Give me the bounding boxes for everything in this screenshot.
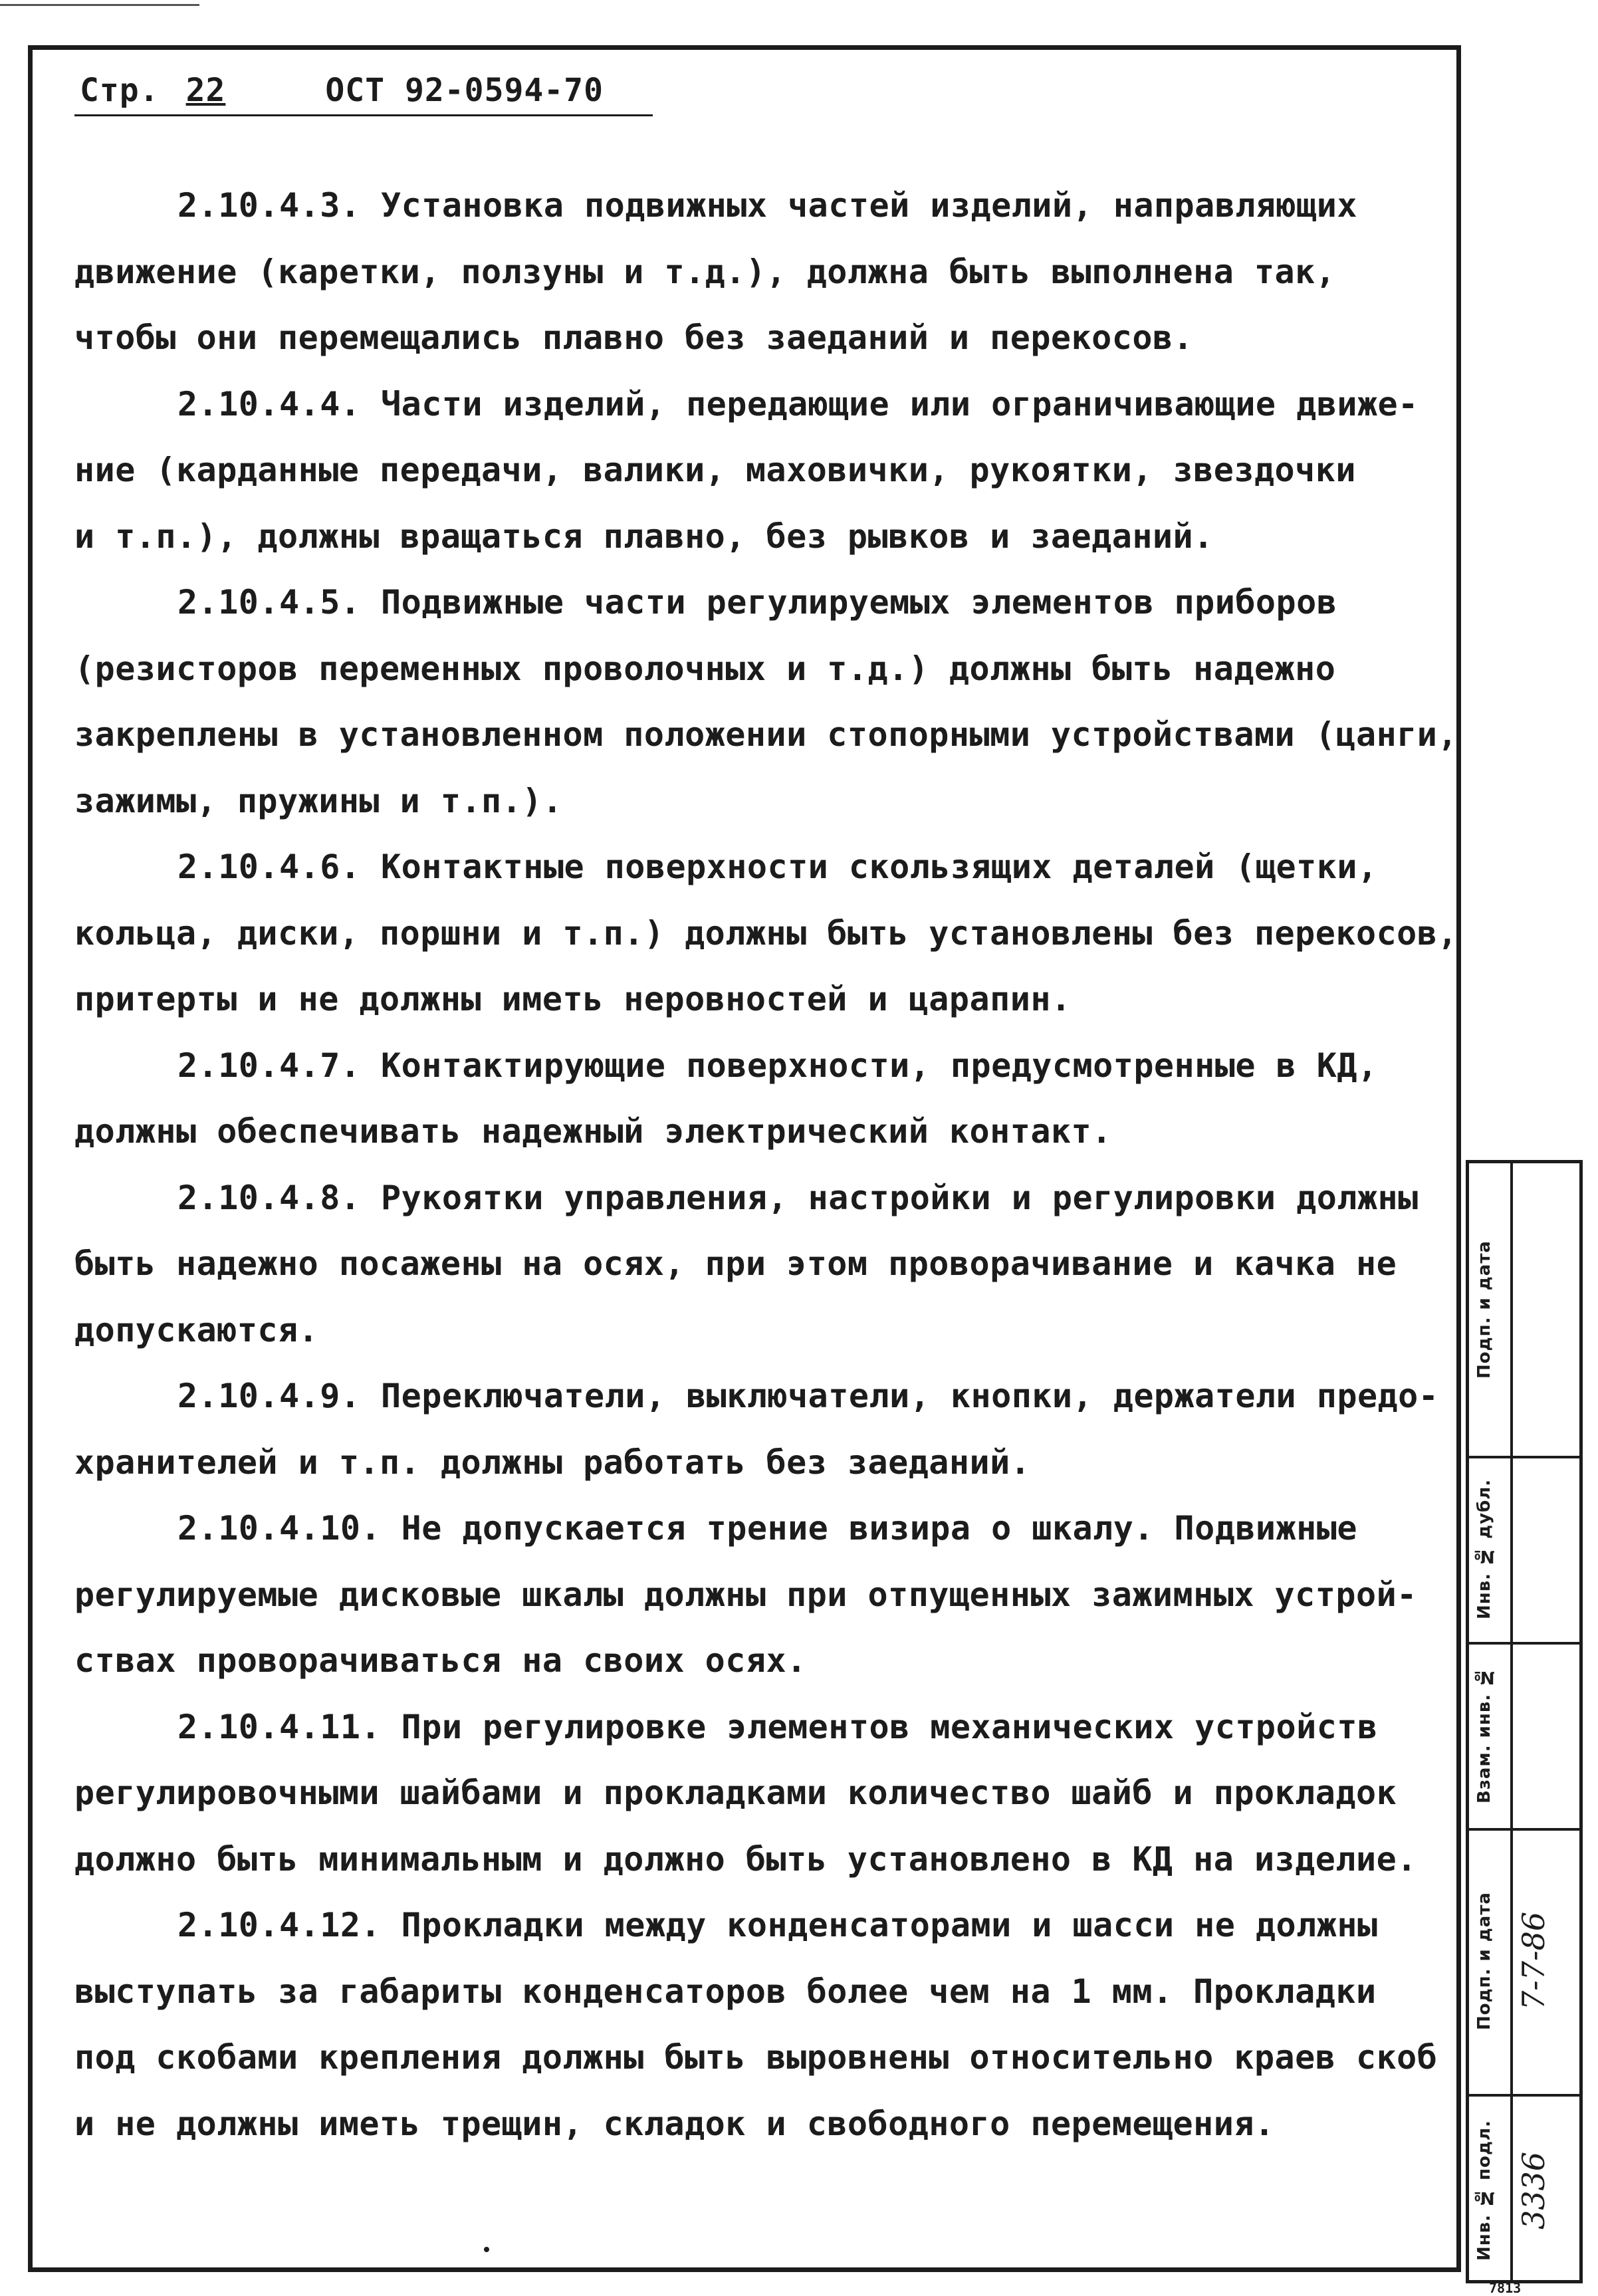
- text-line: движение (каретки, ползуны и т.д.), должна быть выполнена так,: [74, 252, 1336, 291]
- paragraph-2-10-4-8: [74, 1165, 1444, 1364]
- paragraph-2-10-4-10: [74, 1496, 1444, 1694]
- paragraph-2-10-4-12: [74, 1893, 1444, 2157]
- paragraph-2-10-4-11: [74, 1694, 1444, 1893]
- text-line: 2.10.4.4. Части изделий, передающие или ограничивающие движе-: [177, 384, 1419, 423]
- text-line: 2.10.4.9. Переключатели, выключатели, кнопки, держатели предо-: [177, 1377, 1439, 1415]
- approval-stamp: [1466, 1160, 1583, 2283]
- ink-dot: [484, 2247, 489, 2252]
- stamp-divider: [1469, 1828, 1579, 1831]
- text-line: регулируемые дисковые шкалы должны при отпущенных зажимных устрой-: [74, 1575, 1417, 1614]
- text-line: притерты и не должны иметь неровностей и царапин.: [74, 980, 1072, 1018]
- header-underline: [74, 114, 653, 116]
- text-line: 2.10.4.12. Прокладки между конденсаторами и шасси не должны: [177, 1906, 1378, 1944]
- paragraph-2-10-4-6: [74, 834, 1458, 1033]
- text-line: 2.10.4.11. При регулировке элементов механических устройств: [177, 1707, 1378, 1746]
- stamp-label-sign-date: Подп. и дата: [1474, 1240, 1494, 1379]
- text-line: допускаются.: [74, 1310, 319, 1349]
- standard-code: ОСТ 92-0594-70: [325, 72, 604, 109]
- paragraph-2-10-4-7: [74, 1033, 1444, 1165]
- text-line: хранителей и т.п. должны работать без заеданий.: [74, 1442, 1031, 1482]
- page-header: [80, 72, 630, 109]
- page-label: Стр.: [80, 72, 160, 109]
- stamp-label-orig-inv: Инв. № подл.: [1474, 2120, 1494, 2261]
- stamp-divider: [1469, 1456, 1579, 1458]
- stamp-label-replace-inv: Взам. инв. №: [1474, 1666, 1494, 1804]
- text-line: чтобы они перемещались плавно без заеданий и перекосов.: [74, 318, 1194, 357]
- text-line: должны обеспечивать надежный электрический контакт.: [74, 1112, 1112, 1151]
- text-line: под скобами крепления должны быть выровнены относительно краев скоб: [74, 2038, 1438, 2077]
- stamp-signature-date: 7-7-86: [1516, 1911, 1551, 2011]
- text-line: регулировочными шайбами и прокладками количество шайб и прокладок: [74, 1774, 1397, 1812]
- text-line: быть надежно посажены на осях, при этом проворачивание и качка не: [74, 1244, 1397, 1283]
- stamp-label-sign-date-2: Подп. и дата: [1474, 1892, 1494, 2030]
- text-line: выступать за габариты конденсаторов более чем на 1 мм. Прокладки: [74, 1972, 1377, 2011]
- stamp-divider: [1469, 2094, 1579, 2097]
- stamp-label-dup-inv: Инв. № дубл.: [1474, 1478, 1494, 1619]
- text-line: 2.10.4.5. Подвижные части регулируемых элементов приборов: [177, 583, 1337, 622]
- paragraph-2-10-4-9: [74, 1363, 1444, 1496]
- stamp-divider: [1469, 1642, 1579, 1645]
- stamp-original-inventory-number: 3336: [1516, 2151, 1551, 2230]
- text-line: (резисторов переменных проволочных и т.д.) должны быть надежно: [74, 649, 1336, 688]
- top-rule: [0, 4, 199, 6]
- text-line: 2.10.4.7. Контактирующие поверхности, предусмотренные в КД,: [177, 1046, 1378, 1085]
- text-line: должно быть минимальным и должно быть установлено в КД на изделие.: [74, 1839, 1417, 1879]
- page-number: 22: [185, 72, 226, 109]
- text-line: и не должны иметь трещин, складок и свободного перемещения.: [74, 2104, 1275, 2143]
- text-line: закреплены в установленном положении стопорными устройствами (цанги,: [74, 715, 1458, 754]
- text-line: ствах проворачиваться на своих осях.: [74, 1641, 807, 1680]
- document-body: [74, 173, 1458, 2157]
- paragraph-2-10-4-5: [74, 570, 1458, 834]
- text-line: ние (карданные передачи, валики, маховички, рукоятки, звездочки: [74, 451, 1356, 489]
- text-line: и т.п.), должны вращаться плавно, без рывков и заеданий.: [74, 517, 1214, 556]
- text-line: 2.10.4.6. Контактные поверхности скользящих деталей (щетки,: [177, 848, 1378, 886]
- text-line: кольца, диски, поршни и т.п.) должны быть установлены без перекосов,: [74, 913, 1458, 953]
- paragraph-2-10-4-3: [74, 173, 1444, 372]
- text-line: 2.10.4.8. Рукоятки управления, настройки и регулировки должны: [177, 1178, 1419, 1217]
- text-line: зажимы, пружины и т.п.).: [74, 781, 563, 820]
- paragraph-2-10-4-4: [74, 372, 1444, 570]
- text-line: 2.10.4.3. Установка подвижных частей изделий, направляющих: [177, 186, 1357, 225]
- footer-mark: 7813: [1489, 2280, 1522, 2296]
- text-line: 2.10.4.10. Не допускается трение визира о шкалу. Подвижные: [177, 1509, 1357, 1548]
